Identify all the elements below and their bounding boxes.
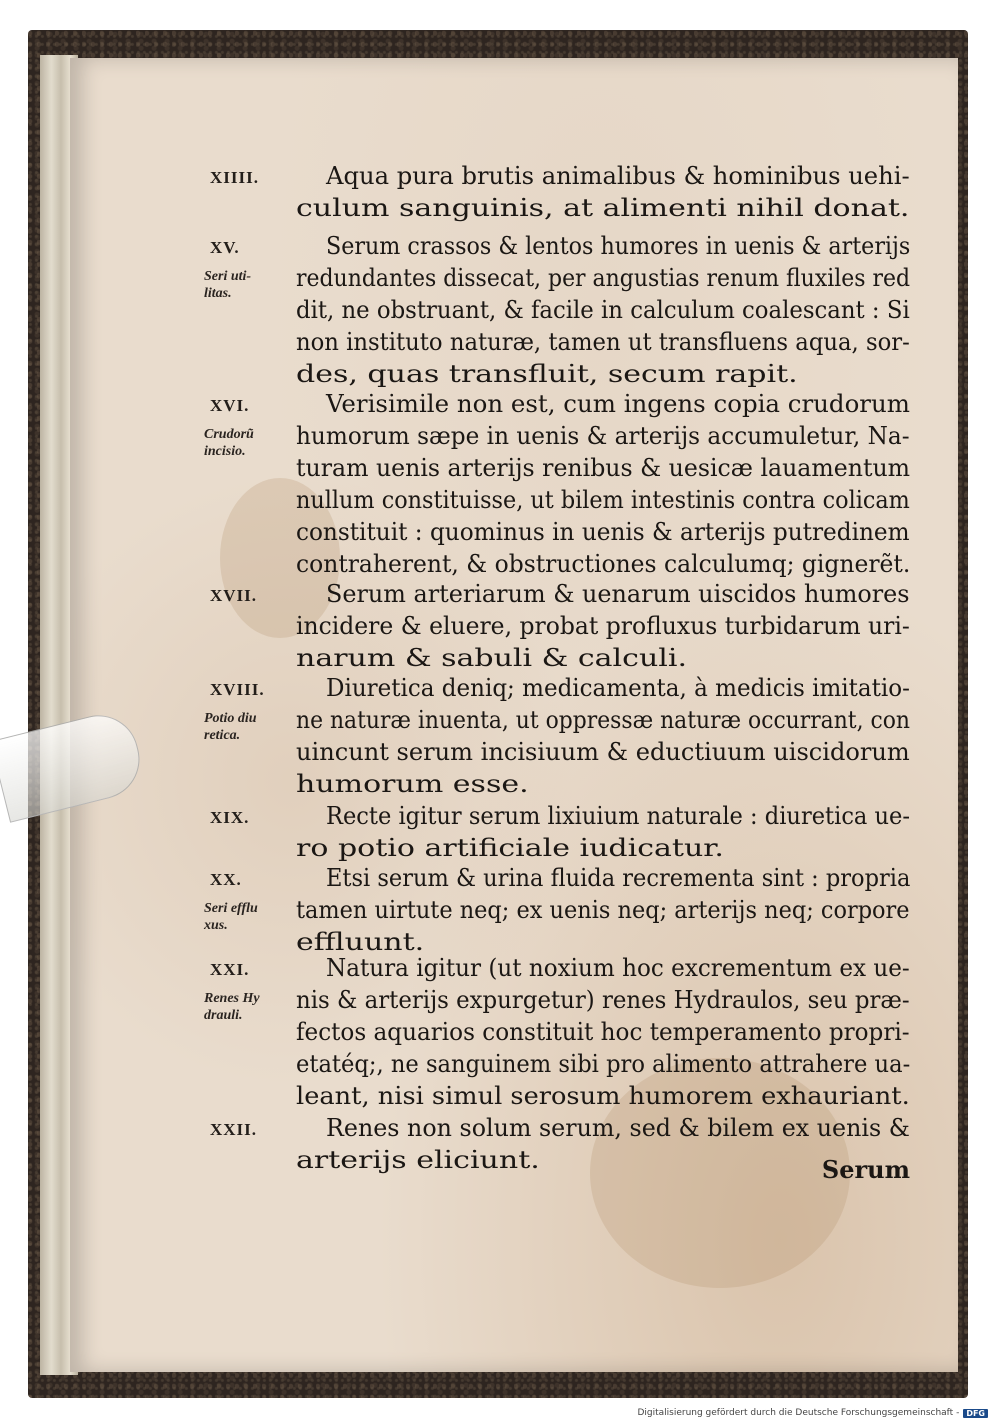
text-line: Verisimile non est, cum ingens copia crudorum [326, 390, 910, 418]
text-line: contraherent, & obstructiones calculumq; gignerẽt. [296, 550, 911, 578]
marginal-note: Crudorũ incisio. [204, 427, 254, 459]
section-number: XVII. [210, 586, 258, 605]
section-number: XXII. [210, 1120, 258, 1139]
text-line: Etsi serum & urina fluida recrementa sint : propria [326, 864, 911, 892]
footer [637, 1408, 988, 1418]
text-line: Renes non solum serum, sed & bilem ex uenis & [326, 1114, 910, 1142]
text-line: ro potio artificiale iudicatur. [296, 834, 724, 862]
text-line: non instituto naturæ, tamen ut transfluens aqua, sor- [296, 328, 910, 356]
section-number: XX. [210, 870, 242, 889]
text-line: redundantes dissecat, per angustias renum fluxiles red [296, 264, 911, 292]
section-number: XIX. [210, 808, 250, 827]
catchword: Serum [821, 1155, 910, 1184]
dfg-logo: DFG [963, 1409, 988, 1418]
section-number: XVI. [210, 396, 250, 415]
text-line: constituit : quominus in uenis & arterijs putredinem [296, 518, 910, 546]
text-line: Serum crassos & lentos humores in uenis & arterijs [326, 232, 911, 260]
text-line: narum & sabuli & calculi. [296, 644, 687, 672]
section-number: XVIII. [210, 680, 265, 699]
text-line: dit, ne obstruant, & facile in calculum coalescant : Si [296, 296, 910, 324]
text-line: ne naturæ inuenta, ut oppressæ naturæ occurrant, con [296, 706, 910, 734]
text-line: leant, nisi simul serosum humorem exhauriant. [296, 1082, 910, 1110]
text-line: effluunt. [296, 928, 425, 956]
marginal-note: Seri uti- litas. [204, 269, 252, 301]
text-line: incidere & eluere, probat profluxus turbidarum uri- [296, 612, 910, 640]
text-line: uincunt serum incisiuum & eductiuum uiscidorum [296, 738, 910, 766]
marginal-note: Seri efflu xus. [204, 901, 258, 933]
text-line: culum sanguinis, at alimenti nihil donat. [296, 194, 910, 222]
text-line: nullum constituisse, ut bilem intestinis contra colicam [296, 486, 910, 514]
marginal-note: Renes Hy drauli. [204, 991, 260, 1023]
text-line: etatéq;, ne sanguinem sibi pro alimento attrahere ua- [296, 1050, 911, 1078]
marginal-note: Potio diu retica. [204, 711, 257, 743]
text-line: Aqua pura brutis animalibus & hominibus uehi- [326, 162, 910, 190]
text-line: tamen uirtute neq; ex uenis neq; arterijs neq; corpore [296, 896, 910, 924]
text-line: Recte igitur serum lixiuium naturale : diuretica ue- [326, 802, 910, 830]
text-line: humorum sæpe in uenis & arterijs accumuletur, Na- [296, 422, 910, 450]
text-line: Diuretica deniq; medicamenta, à medicis imitatio- [326, 674, 910, 702]
footer-text: Digitalisierung gefördert durch die Deutsche Forschungsgemeinschaft - [637, 1408, 960, 1418]
text-line: Natura igitur (ut noxium hoc excrementum ex ue- [326, 954, 910, 982]
text-line: arterijs eliciunt. [296, 1146, 540, 1174]
text-line: humorum esse. [296, 770, 529, 798]
text-line: des, quas transfluit, secum rapit. [296, 360, 798, 388]
text-line: nis & arterijs expurgetur) renes Hydraulos, seu præ- [296, 986, 910, 1014]
text-line: Serum arteriarum & uenarum uiscidos humores [326, 580, 910, 608]
text-line: fectos aquarios constituit hoc temperamento propri- [296, 1018, 910, 1046]
section-number: XXI. [210, 960, 250, 979]
section-number: XV. [210, 238, 240, 257]
section-number: XIIII. [210, 168, 259, 187]
text-line: turam uenis arterijs renibus & uesicæ lauamentum [296, 454, 911, 482]
